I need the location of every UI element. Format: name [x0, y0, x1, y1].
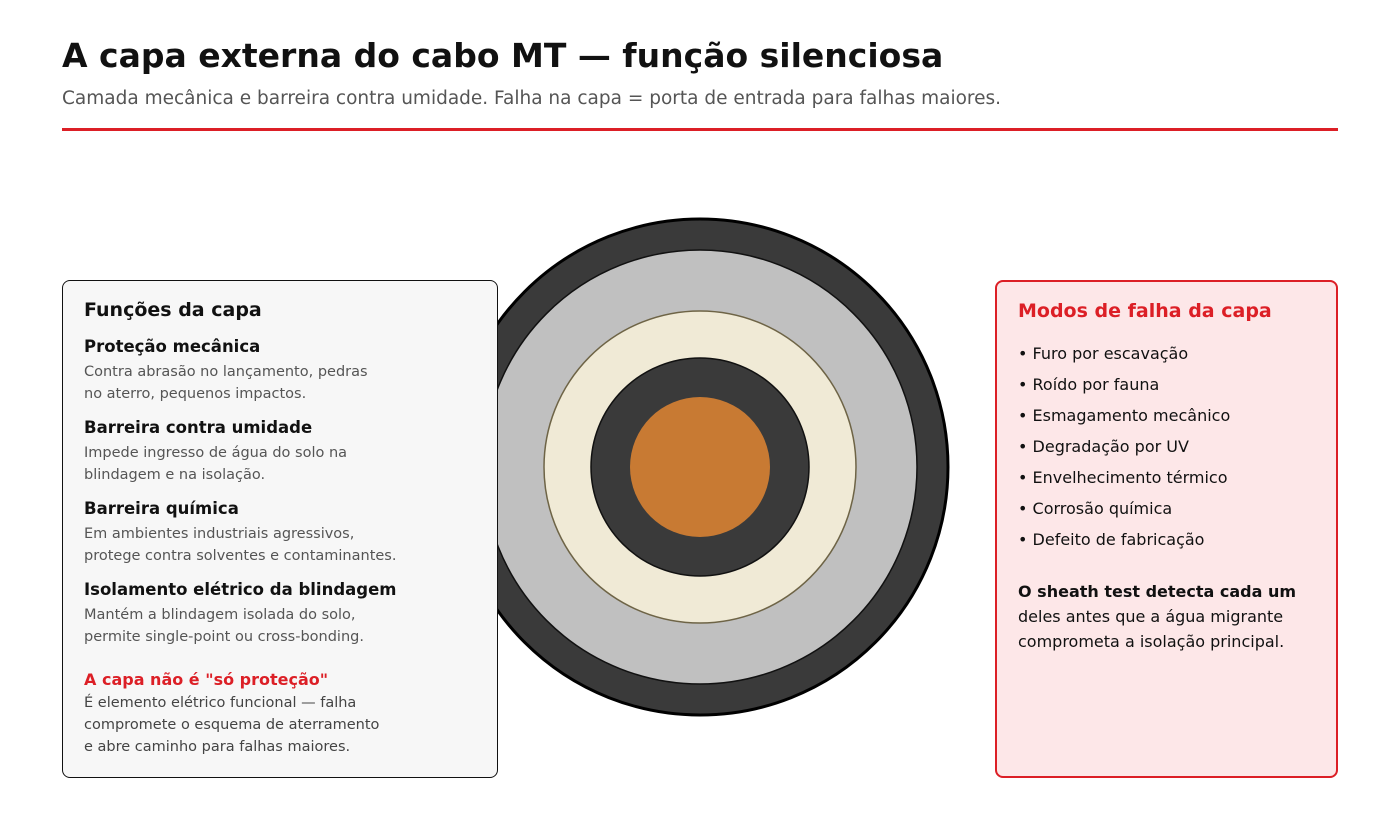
- page-subtitle: Camada mecânica e barreira contra umidade. Falha na capa = porta de entrada para falhas maiores.: [62, 88, 1002, 109]
- functions-panel: [62, 280, 498, 778]
- function-item-line: protege contra solventes e contaminantes.: [84, 548, 397, 564]
- page-title: A capa externa do cabo MT — função silenciosa: [62, 36, 944, 75]
- failure-mode-item: • Roído por fauna: [1018, 375, 1160, 394]
- failure-mode-item: • Esmagamento mecânico: [1018, 406, 1231, 425]
- function-item-title: Proteção mecânica: [84, 337, 261, 356]
- function-item-line: permite single-point ou cross-bonding.: [84, 629, 364, 645]
- function-item-line: Em ambientes industriais agressivos,: [84, 526, 355, 542]
- failure-mode-item: • Degradação por UV: [1018, 437, 1189, 456]
- function-item: [84, 499, 476, 567]
- function-item-description: [84, 361, 476, 405]
- function-item-line: Contra abrasão no lançamento, pedras: [84, 364, 368, 380]
- callout-note: [84, 670, 476, 758]
- callout-note-text: [84, 692, 476, 758]
- failure-mode-item: • Defeito de fabricação: [1018, 530, 1205, 549]
- function-item-line: no aterro, pequenos impactos.: [84, 386, 307, 402]
- callout-note-line: É elemento elétrico funcional — falha: [84, 695, 357, 711]
- callout-note-line: e abre caminho para falhas maiores.: [84, 739, 351, 755]
- function-item-title: Barreira química: [84, 499, 239, 518]
- failure-mode-item: • Envelhecimento térmico: [1018, 468, 1228, 487]
- function-item: [84, 580, 476, 648]
- failure-modes-title: Modos de falha da capa: [1018, 300, 1272, 322]
- callout-note-title: A capa não é "só proteção": [84, 670, 329, 689]
- failure-modes-panel: [995, 280, 1338, 778]
- function-item-title: Isolamento elétrico da blindagem: [84, 580, 397, 599]
- function-item-description: [84, 604, 476, 648]
- conductor-core: [630, 397, 770, 537]
- failure-mode-item: • Corrosão química: [1018, 499, 1173, 518]
- function-item-line: blindagem e na isolação.: [84, 467, 266, 483]
- function-item-line: Mantém a blindagem isolada do solo,: [84, 607, 356, 623]
- function-item: [84, 337, 476, 405]
- failure-modes-list: [1018, 338, 1315, 555]
- function-item-description: [84, 523, 476, 567]
- conclusion-line: deles antes que a água migrante: [1018, 607, 1284, 626]
- failure-mode-item: • Furo por escavação: [1018, 344, 1189, 363]
- conclusion-line: comprometa a isolação principal.: [1018, 632, 1285, 651]
- conclusion-emphasis: O sheath test detecta cada um: [1018, 582, 1297, 601]
- functions-panel-title: Funções da capa: [84, 299, 262, 321]
- callout-note-line: compromete o esquema de aterramento: [84, 717, 380, 733]
- function-item-title: Barreira contra umidade: [84, 418, 313, 437]
- failure-modes-conclusion: [1018, 579, 1315, 654]
- function-item-line: Impede ingresso de água do solo na: [84, 445, 348, 461]
- function-item: [84, 418, 476, 486]
- function-item-description: [84, 442, 476, 486]
